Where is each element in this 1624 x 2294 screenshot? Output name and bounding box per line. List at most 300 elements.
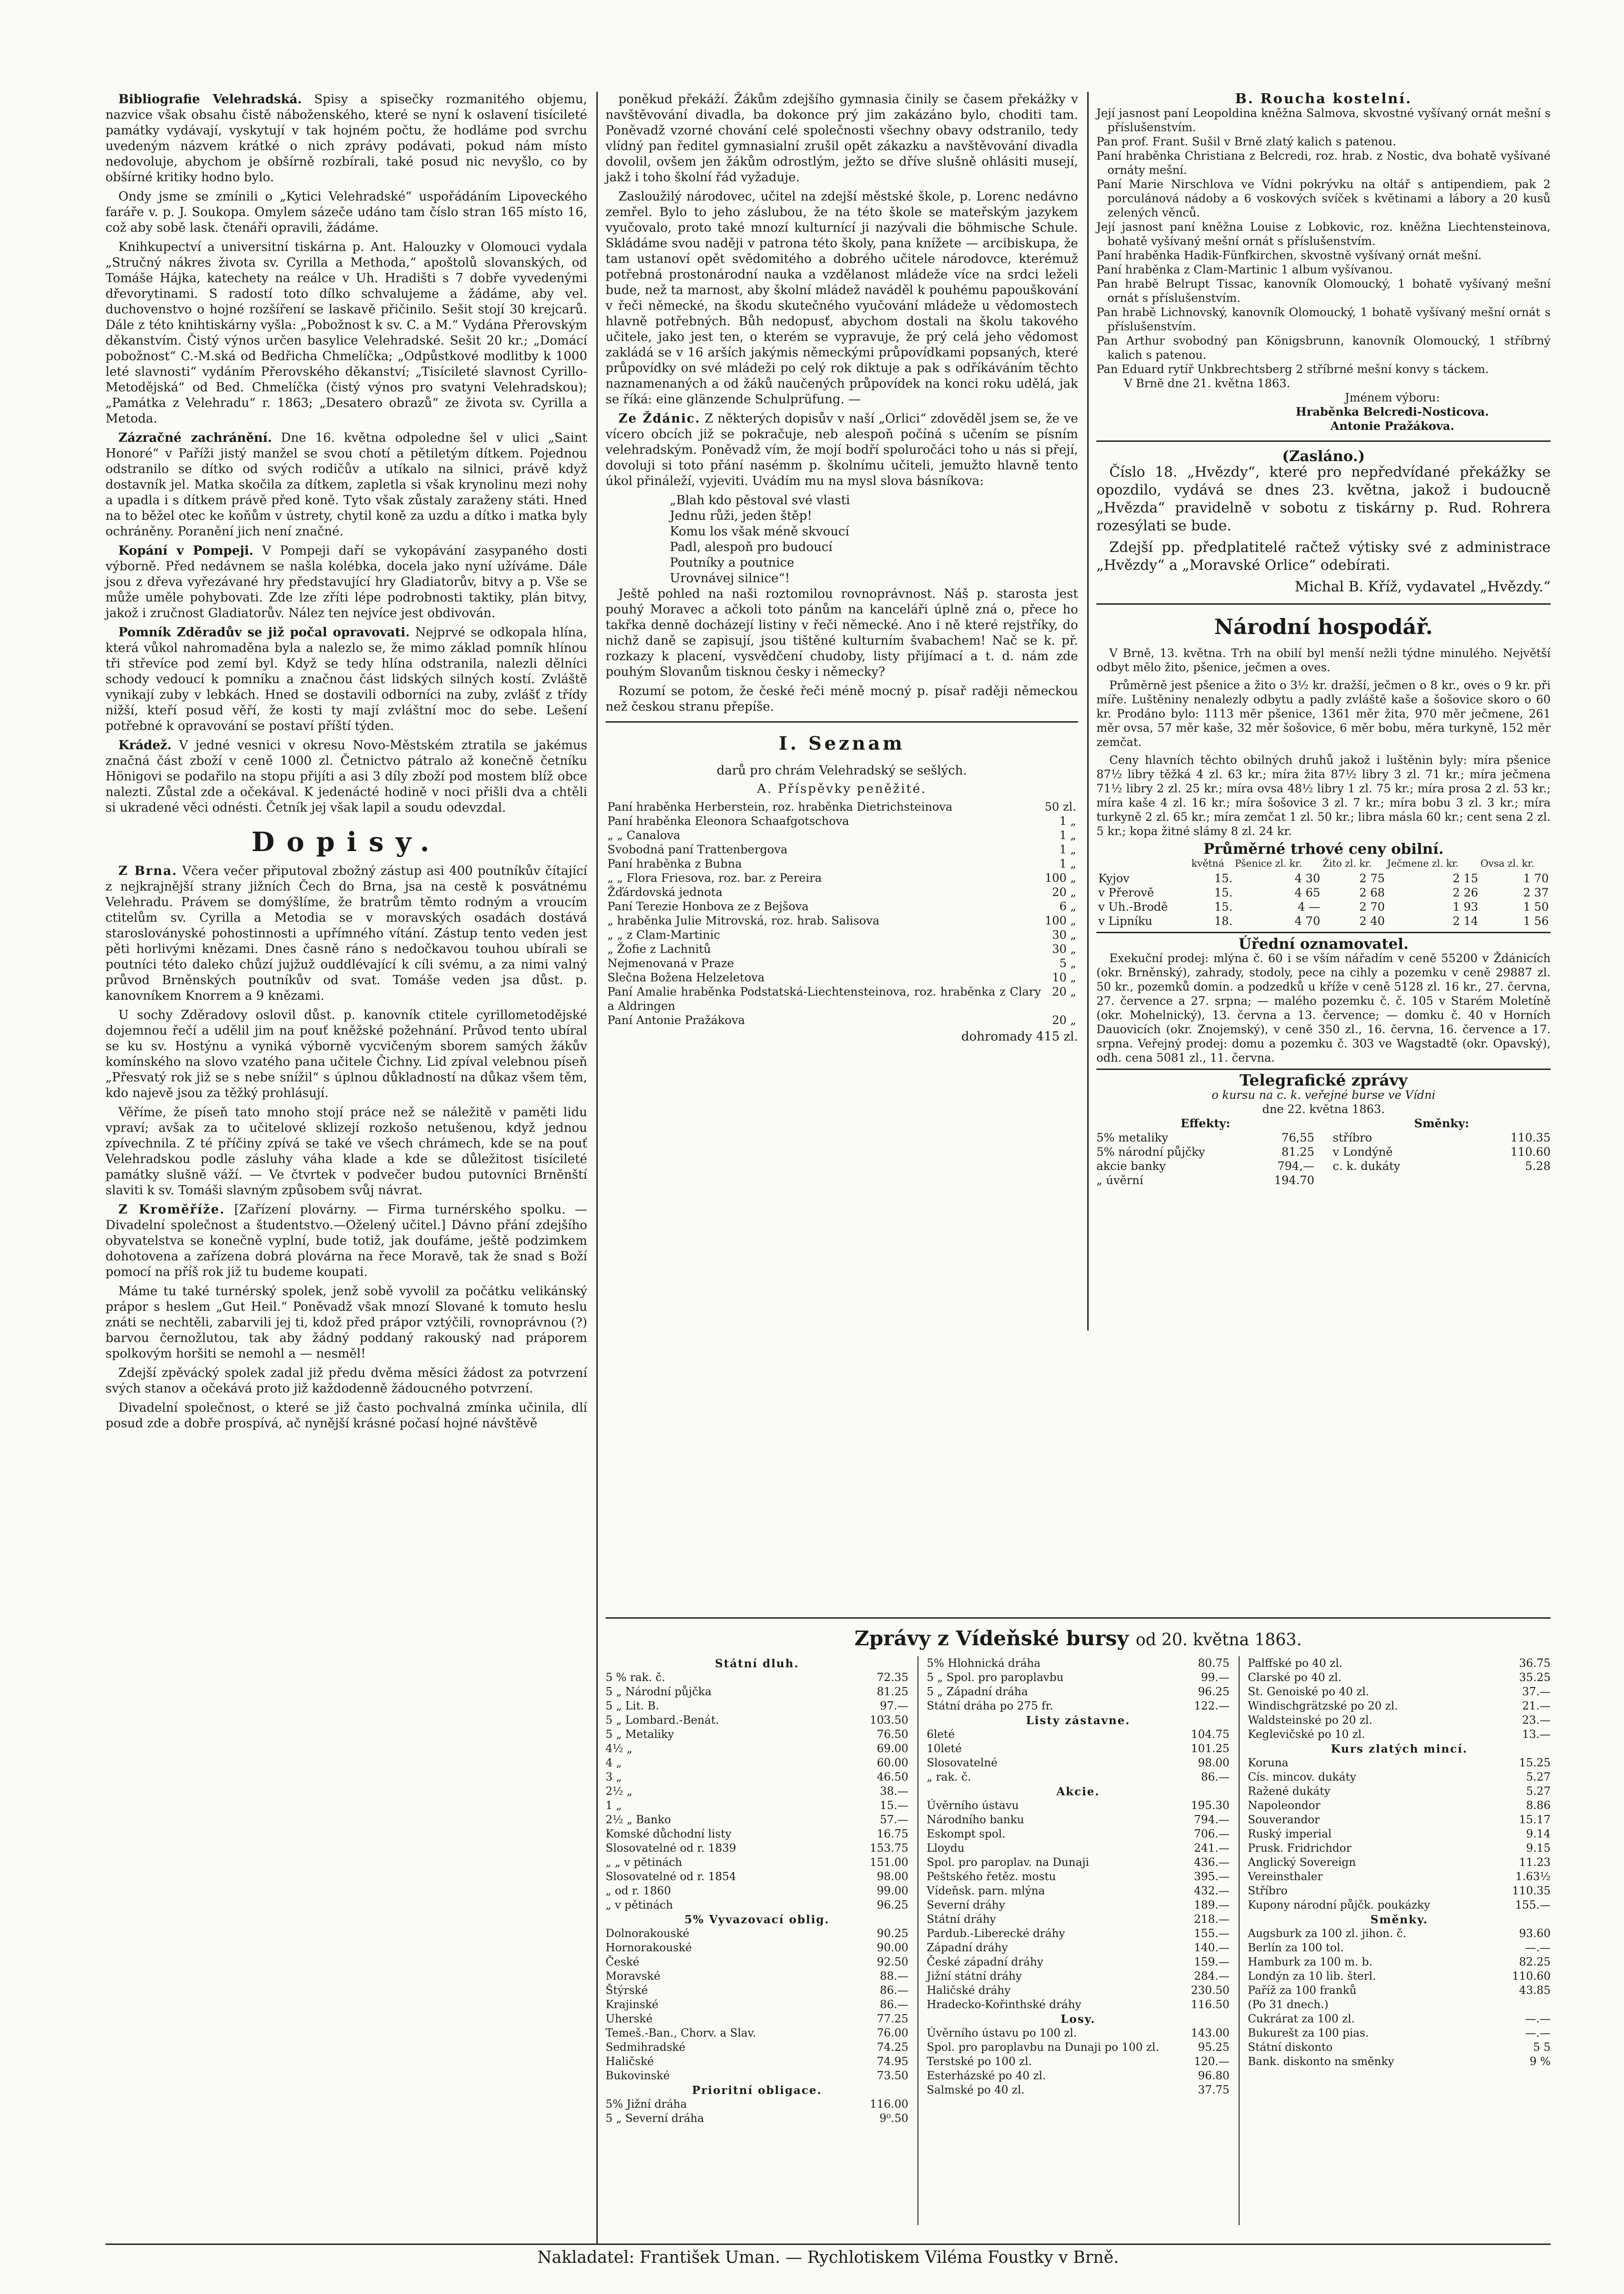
- bourse-row-value: 35.25: [1519, 1671, 1551, 1684]
- bourse-row-label: Souverandor: [1248, 1813, 1320, 1826]
- tel-effekt-value: 194.70: [1274, 1174, 1314, 1187]
- bourse-row-label: 5 „ Spol. pro paroplavbu: [927, 1671, 1064, 1684]
- bourse-row-label: 6leté: [927, 1728, 955, 1741]
- bourse-list-1b: [606, 1927, 908, 2083]
- tel-effekt-value: 76,55: [1281, 1131, 1314, 1144]
- bourse-row-label: Peštského řetěz. mostu: [927, 1870, 1056, 1883]
- bourse-row: [606, 1969, 908, 1983]
- bourse-row: [927, 1927, 1229, 1941]
- bourse-row-value: 86.—: [879, 1984, 908, 1997]
- church-date: V Brně dne 21. května 1863.: [1124, 377, 1290, 390]
- middle-p1: poněkud překáží. Žákům zdejšího gymnasia činily se časem překážky v navštěvování divadla, ba dokonce prý jim zakázáno bylo, choditi tam. Poněvadž vzorné chování celé společnosti všechny obavy odstranilo, tedy vlídný pan ředitel gymnasialní zrušil opět zákazku a navštěvování divadla dovolil, ovšem jen žákům odrostlým, ježto se dříve slušně ohlásiti musejí, jakž i toho školní řád vyžaduje.: [606, 92, 1078, 184]
- bourse-row-label: Temeš.-Ban., Chorv. a Slav.: [606, 2027, 756, 2039]
- bourse-row: [1248, 1955, 1551, 1969]
- donor-name: „ Žofie z Lachnitů: [607, 942, 711, 956]
- bourse-list-3a: [1248, 1756, 1551, 1912]
- price-cell: 18.: [1214, 914, 1233, 928]
- bourse-row: [606, 2097, 908, 2111]
- bourse-row-value: 38.—: [879, 1785, 908, 1798]
- bourse-row: [606, 1699, 908, 1713]
- right-rule-2: [1096, 603, 1551, 605]
- bourse-list-2: [927, 1656, 1229, 1713]
- bourse-row: [927, 2083, 1229, 2097]
- bourse-row-value: 96.25: [1198, 1685, 1229, 1698]
- donor-name: Svobodná paní Trattenbergova: [607, 843, 788, 856]
- bourse-row: [927, 1912, 1229, 1927]
- bourse-row-label: St. Genoiské po 40 zl.: [1248, 1685, 1369, 1698]
- kromeriz-place: Z Kroměříže.: [118, 1203, 225, 1217]
- news-item: [106, 92, 587, 185]
- bourse-row-value: 77.25: [877, 2012, 908, 2025]
- bourse-row: [606, 1770, 908, 1784]
- poem-line: Jednu růži, jeden štěp!: [670, 509, 812, 523]
- bourse-row-value: 96.80: [1198, 2069, 1229, 2082]
- bourse-row: [606, 1941, 908, 1955]
- bourse-row-label: 5 „ Lombard.-Benát.: [606, 1714, 719, 1726]
- bourse-row: [1248, 1670, 1551, 1685]
- tel-smenka-label: c. k. dukáty: [1333, 1159, 1401, 1173]
- price-cell: 1 56: [1523, 914, 1549, 928]
- right-rule-1: [1096, 440, 1551, 442]
- bourse-row: [927, 1685, 1229, 1699]
- bourse-row-value: 151.00: [870, 1856, 908, 1869]
- bourse-row-label: (Po 31 dnech.): [1248, 1998, 1329, 2011]
- church-board: Jménem výboru:: [1345, 391, 1440, 404]
- bourse-row-label: Londýn za 10 lib. šterl.: [1248, 1970, 1376, 1982]
- zaslano-sign: Michal B. Kříž, vydavatel „Hvězdy.“: [1295, 579, 1551, 595]
- donor-name: „ hraběnka Julie Mitrovská, roz. hrab. Salisova: [607, 914, 880, 927]
- bourse-listy: Listy zástavne.: [1026, 1714, 1130, 1727]
- bourse-row: [606, 1855, 908, 1870]
- bourse-row-label: Severní dráhy: [927, 1899, 1005, 1911]
- bourse-row-label: Národního banku: [927, 1813, 1024, 1826]
- bourse-row-value: 80.75: [1198, 1657, 1229, 1670]
- news-item-head: Kopání v Pompeji.: [118, 544, 254, 558]
- tel-effekt: [1096, 1173, 1314, 1187]
- bourse-row-label: 5 % rak. č.: [606, 1671, 665, 1684]
- bourse-row: [927, 1898, 1229, 1912]
- tel-smenka-value: 110.35: [1510, 1131, 1551, 1144]
- bourse-row-label: Slosovatelné: [927, 1756, 998, 1769]
- bourse-row: [606, 2040, 908, 2055]
- bourse-row: [927, 1727, 1229, 1742]
- tel-effekt-label: „ úvěrní: [1096, 1174, 1143, 1187]
- news-item-text: V jedné vesnici v okresu Novo-Městském ztratila se jakémus značná část zboží v ceně 1000 zl. Četnictvo pátralo až konečně četníku Hönigovi se podařilo na stopu přijíti a asi 3 díly zboží pod mostem blíž obce nalezti. Zůstal zde a očekával. K jedenácté hodině v noci přišli dva a chtěli si ukradené věci odnésti. Četník jej však lapil a soudu odevzdal.: [106, 738, 587, 815]
- bourse-row: [1248, 1713, 1551, 1727]
- bourse-row-value: 230.50: [1191, 1984, 1229, 1997]
- prices-col-head: Žito zl. kr.: [1322, 858, 1372, 869]
- bourse-row-value: 104.75: [1191, 1728, 1229, 1741]
- church-list: [1096, 106, 1551, 376]
- donation-amount: 30 „: [1052, 928, 1076, 941]
- donor-name: Paní hraběnka Eleonora Schaafgotschova: [607, 814, 849, 828]
- bourse-row-label: Hamburk za 100 m. b.: [1248, 1955, 1373, 1968]
- price-cell: 2 37: [1523, 886, 1549, 899]
- bourse-row-value: —.—: [1525, 1941, 1551, 1954]
- bourse-row-value: 284.—: [1194, 1970, 1229, 1982]
- bourse-row-value: 37.75: [1198, 2083, 1229, 2096]
- bourse-row-label: Prusk. Fridrichdor: [1248, 1842, 1351, 1854]
- bourse-row-value: —.—: [1525, 2027, 1551, 2039]
- bourse-row: [1248, 1770, 1551, 1784]
- news-item-text: Nejprvé se odkopala hlína, která vůkol nahromaděna byla a nalezlo se, že mimo základ pomník hlínou tři střevíce pod zemí byl. Když se tedy hlína odstranila, nalezli dělníci schody vedoucí k pomníku a značnou část lidských silných kostí. Zvláště vynikají zuby v lebkách. Hned se dostavili odborníci na zuby, zvlášť z třídy nižší, kteří posud věří, že kosti ty mají zvláštní moc do sebe. Lešení potřebné k opravování se postaví příští týden.: [106, 625, 587, 733]
- bourse-statni-dluh: Státní dluh.: [715, 1657, 799, 1670]
- bourse-row-value: 395.—: [1194, 1870, 1229, 1883]
- price-cell: 2 68: [1359, 886, 1385, 899]
- hosp-p3: Ceny hlavních těchto obilných druhů jakož i luštěnin byly: míra pšenice 87½ libry těžká 4 zl. 63 kr.; míra žita 87½ libry 3 zl. 71 kr.; míra ječmena 71½ libry 2 zl. 25 kr.; míra ovsa 48½ libry 1 zl. 75 kr.; míra prosa 2 zl. 53 kr.; míra kaše 4 zl. 16 kr.; míra šošovice 3 zl. 7 kr.; míra bobu 3 zl. 3 kr.; míra turkyně 2 zl. 65 kr.; míra zemčat 1 zl. 50 kr.; libra másla 60 kr.; cent sena 2 zl. 5 kr.; kopa žitné slámy 8 zl. 24 kr.: [1096, 753, 1551, 838]
- bourse-row-value: 15.—: [879, 1799, 908, 1812]
- bourse-row: [927, 1756, 1229, 1770]
- church-gift: Paní hraběnka z Clam-Martinic 1 album vyšívanou.: [1096, 263, 1393, 276]
- tel-left-head: Effekty:: [1180, 1117, 1230, 1130]
- donation-amount: 20 „: [1052, 885, 1076, 899]
- news-item-head: Pomník Zděradův se již počal opravovati.: [118, 625, 410, 640]
- bourse-row-value: 122.—: [1194, 1699, 1229, 1712]
- bourse-row: [606, 1727, 908, 1742]
- price-cell: 2 26: [1452, 886, 1479, 899]
- donor-name: „ „ Flora Friesova, roz. bar. z Pereira: [607, 871, 822, 885]
- bourse-row-label: Keglevičské po 10 zl.: [1248, 1728, 1365, 1741]
- donation-amount: 5 „: [1059, 957, 1076, 970]
- bourse-row-label: Štýrské: [606, 1984, 648, 1997]
- bourse-row-value: 103.50: [870, 1714, 908, 1726]
- bourse-row: [606, 1955, 908, 1969]
- church-gift: Paní hraběnka Hadik-Fünfkirchen, skvostně vyšívaný ornát mešní.: [1096, 249, 1482, 262]
- donation-amount: 1 „: [1059, 829, 1076, 842]
- bourse-row: [1248, 1870, 1551, 1884]
- bourse-row-value: 57.—: [879, 1813, 908, 1826]
- bourse-row-value: 110.60: [1512, 1970, 1551, 1982]
- bourse-row-value: 218.—: [1194, 1913, 1229, 1926]
- news-item: [106, 239, 587, 427]
- donation-amount: 20 „: [1052, 985, 1076, 998]
- bourse-row-value: 15.25: [1519, 1756, 1551, 1769]
- bourse-row-value: 706.—: [1194, 1827, 1229, 1840]
- bourse-row-value: 90.00: [877, 1941, 908, 1954]
- bourse-row-label: 4½ „: [606, 1742, 633, 1755]
- middle-rule: [606, 721, 1078, 723]
- tel-title: Telegrafické zprávy: [1239, 1071, 1408, 1090]
- bourse-row-value: 82.25: [1519, 1955, 1551, 1968]
- bourse-row-value: 432.—: [1194, 1884, 1229, 1897]
- price-row: [1096, 900, 1551, 914]
- bourse-row: [927, 2040, 1229, 2055]
- bourse-row-value: 76.00: [877, 2027, 908, 2039]
- right-rule-3: [1096, 932, 1551, 933]
- bourse-row-value: 101.25: [1191, 1742, 1229, 1755]
- tel-effekt-label: akcie banky: [1096, 1159, 1166, 1173]
- donation-row: [606, 899, 1078, 913]
- bourse-row: [606, 2111, 908, 2126]
- news-item-head: Bibliografie Velehradská.: [118, 92, 302, 106]
- bourse-row-label: Úvěrního ústavu po 100 zl.: [927, 2027, 1077, 2039]
- prices-title: Průměrné trhové ceny obilní.: [1203, 840, 1444, 857]
- column-rule-2: [1087, 92, 1089, 1331]
- donations-table: [606, 800, 1078, 1027]
- tel-effekt: [1096, 1159, 1314, 1173]
- tel-subtitle: o kursu na c. k. veřejné burse ve Vídni: [1212, 1088, 1435, 1102]
- bourse-row-label: „ rak. č.: [927, 1771, 971, 1783]
- bourse-akcie: Akcie.: [1056, 1785, 1100, 1798]
- brno-place: Z Brna.: [118, 864, 178, 878]
- bourse-row: [927, 1983, 1229, 1998]
- bourse-row: [1248, 1756, 1551, 1770]
- bourse-row-value: 60.00: [877, 1756, 908, 1769]
- donation-amount: 1 „: [1059, 843, 1076, 856]
- zaslano-p1: Číslo 18. „Hvězdy“, které pro nepředvídané překážky se opozdilo, vydává se dnes 23. května, jakož i budoucně „Hvězda“ pravidelně v sobotu z tiskárny p. Rud. Rohrera rozesýlati se bude.: [1096, 464, 1551, 534]
- bourse-row-label: Waldsteinské po 20 zl.: [1248, 1714, 1373, 1726]
- bourse-row-value: 155.—: [1515, 1899, 1551, 1911]
- poem-line: Urovnávej silnice“!: [670, 571, 790, 585]
- hosp-p1: V Brně, 13. května. Trh na obilí byl menší nežli týdne minulého. Největší odbyt mělo žito, pšenice, ječmen a oves.: [1096, 646, 1551, 674]
- bourse-row-label: Jižní státní dráhy: [927, 1970, 1022, 1982]
- bourse-row-value: 92.50: [877, 1955, 908, 1968]
- bourse-row-value: 46.50: [877, 1771, 908, 1783]
- price-cell: 4 65: [1295, 886, 1320, 899]
- bourse-row-label: Dolnorakouské: [606, 1927, 690, 1940]
- bourse-row-label: 5% Jižní dráha: [606, 2098, 687, 2110]
- bourse-row-label: Státní dráhy: [927, 1913, 996, 1926]
- donor-name: „ „ Canalova: [607, 829, 680, 842]
- bourse-row-value: 140.—: [1194, 1941, 1229, 1954]
- bourse-row-label: Terstské po 100 zl.: [927, 2055, 1032, 2068]
- prices-table: [1096, 856, 1551, 928]
- bourse-row-label: Berlín za 100 tol.: [1248, 1941, 1344, 1954]
- news-item: [106, 189, 587, 236]
- bourse-row-value: 13.—: [1522, 1728, 1551, 1741]
- hosp-p2: Průměrně jest pšenice a žito o 3½ kr. dražší, ječmen o 8 kr., oves o 9 kr. při míře. Luštěniny nenalezly odbytu a padly zvláště kaše a šošovice skoro o 60 kr. Prodáno bylo: 1113 měr pšenice, 1361 měr žita, 970 měr ječmene, 261 měr ovsa, 57 měr kaše, 32 měr šošovice, 6 měr bobu, měra turkyně, 152 měr zemčat.: [1096, 679, 1551, 749]
- bourse-row: [927, 1941, 1229, 1955]
- newspaper-page: [106, 91, 1551, 2267]
- bourse-row-value: 5 5: [1533, 2041, 1551, 2054]
- church-gift: Pan prof. Frant. Sušil v Brně zlatý kalich s patenou.: [1096, 135, 1396, 148]
- donation-row: [606, 885, 1078, 899]
- bourse-list-1: [606, 1670, 908, 1912]
- zaslano-title: (Zasláno.): [1282, 447, 1365, 465]
- tel-smenka-value: 110.60: [1510, 1145, 1551, 1158]
- bourse-row: [606, 2055, 908, 2069]
- donation-row: [606, 970, 1078, 985]
- price-cell: 2 75: [1359, 872, 1385, 885]
- brno-p1: Včera večer připutoval zbožný zástup asi 400 poutníkův čítající z nejkrajnější strany jižních Čech do Brna, jsa na cestě k posvátnému Velehradu. Právem se domýšlíme, že bratrům těmto rodným a vroucím ctitelům sv. Cyrilla a Metodia se v moravských osadách dostává starosloványské pohostinnosti a upřímného vítání. Zástup tento veden jest pěti horlivými knězami. Dnes časně ráno s nedočkavou touhou ubírali se poutníci této daleko chůzí jujžuž ouddlévající k cíli svému, a za nimi valný průvod Brněnských poutníkův od svat. Tomáše veden jsa důst. p. kanovníkem Knorrem a 9 knězami.: [106, 864, 587, 1003]
- price-cell: 1 70: [1523, 872, 1549, 885]
- donation-row: [606, 842, 1078, 857]
- bourse-row-label: Úvěrního ústavu: [927, 1799, 1019, 1812]
- brno-p3: Věříme, že píseň tato mnoho stojí práce než se náležitě v paměti lidu vpraví; avšak za to učitelové sklizejí rozkošo netušenou, když jednou zpívechnila. Z té příčiny zpívá se také ve všech chrámech, kde se na pouť Velehradskou podle zásluhy váha klade a kde se důležitost tisícileté památky slušně váží. — Ve čtvrtek v podvečer budou putovníci Brněnští slaviti k sv. Tomáši slavným způsobem svůj návrat.: [106, 1105, 587, 1197]
- price-cell: 2 15: [1452, 872, 1479, 885]
- bourse-row-label: Slosovatelné od r. 1854: [606, 1870, 736, 1883]
- news-item-head: Zázračné zachránění.: [118, 431, 272, 445]
- bourse-row: [606, 1827, 908, 1841]
- bourse-row-value: —.—: [1525, 2012, 1551, 2025]
- donation-amount: 1 „: [1059, 857, 1076, 870]
- bourse-row-label: Bukovinské: [606, 2069, 670, 2082]
- bourse-row: [927, 1798, 1229, 1813]
- bourse-row: [927, 1998, 1229, 2012]
- donor-name: „ „ z Clam-Martinic: [607, 928, 720, 941]
- news-item-head: Krádež.: [118, 738, 172, 752]
- bourse-row: [1248, 1855, 1551, 1870]
- church-gift: Její jasnost paní kněžna Louise z Lobkovic, roz. kněžna Liechtensteinova, bohatě vyšívaný mešní ornát s příslušenstvím.: [1096, 220, 1551, 248]
- news-item-text: Knihkupectví a universitní tiskárna p. Ant. Halouzky v Olomouci vydala „Stručný nákres života sv. Cyrilla a Methoda,“ apoštolů slovanských, od Tomáše Hájka, katechety na reálce v Uh. Hradišti s 7 dobře vyvedenými dřevorytinami. S radostí toto dílko schvalujeme a žádáme, aby vel. duchovenstvo o hojné rozšíření se laskavě přičinilo. Sešit stojí 30 krejcarů. Dále z této knihtiskárny vyšla: „Pobožnost k sv. C. a M.“ Vydána Přerovským děkanstvím. Čistý výnos určen basylice Velehradské. Sešit 20 kr.; „Domácí pobožnost“ C.-M.ská od Bedřicha Chmelíčka; „Odpůstkové modlitby k 1000 leté slavnosti“ vydáním Přerovského děkanství; „Tisícileté slavnost Cyrillo-Metodějská“ od Bed. Chmelíčka (čistý výnos pro svatyni Velehradskou); „Památka z Velehradu“ r. 1863; „Desatero obrazů“ ze života sv. Cyrilla a Metoda.: [106, 240, 587, 426]
- poem-line: Komu los však méně skvoucí: [670, 524, 850, 539]
- bourse-row-label: Napoleondor: [1248, 1799, 1321, 1812]
- hosp-title: Národní hospodář.: [1214, 614, 1433, 639]
- bourse-row: [927, 2026, 1229, 2040]
- poem-line: Padl, alespoň pro budoucí: [670, 540, 833, 554]
- bourse-row-value: 11.23: [1519, 1856, 1551, 1869]
- zaslano-p2: Zdejší pp. předplatitelé račtež výtisky své z administrace „Hvězdy“ a „Moravské Orlice“ odebírati.: [1096, 539, 1551, 574]
- bourse-row: [927, 1699, 1229, 1713]
- bourse-row-label: Palffské po 40 zl.: [1248, 1657, 1343, 1670]
- bourse-row-label: Haličské: [606, 2055, 654, 2068]
- donation-amount: 50 zl.: [1045, 800, 1076, 813]
- bourse-row-value: 153.75: [870, 1842, 908, 1854]
- donation-row: [606, 1013, 1078, 1027]
- bourse-row-label: Haličské dráhy: [927, 1984, 1011, 1997]
- bourse-row-label: Eskompt spol.: [927, 1827, 1006, 1840]
- bourse-list-1c: [606, 2097, 908, 2126]
- bourse-row-value: 9 %: [1529, 2055, 1551, 2068]
- bourse-row: [606, 2026, 908, 2040]
- bourse-row-value: 76.50: [877, 1728, 908, 1741]
- price-cell: 15.: [1214, 886, 1233, 899]
- tel-effekt-label: 5% národní půjčky: [1096, 1145, 1205, 1158]
- bourse-row-label: Pardub.-Liberecké dráhy: [927, 1927, 1065, 1940]
- bourse-row-value: 93.60: [1519, 1927, 1551, 1940]
- prices-col-head: [1096, 856, 1191, 871]
- tel-effekt: [1096, 1145, 1314, 1159]
- bourse-row: [606, 1998, 908, 2012]
- uredni-title: Úřední oznamovatel.: [1238, 935, 1409, 952]
- bourse-row: [606, 1713, 908, 1727]
- bourse-row-value: 74.25: [877, 2041, 908, 2054]
- zdanic-p3: Rozumí se potom, že české řeči méně mocný p. písař raději německou než českou stranu přepíše.: [606, 684, 1078, 714]
- bourse-row: [1248, 1998, 1551, 2012]
- bourse-row-label: 2½ „: [606, 1785, 633, 1798]
- bourse-row-label: České západní dráhy: [927, 1955, 1044, 1968]
- bourse-row: [1248, 2055, 1551, 2069]
- bourse-row-label: „ v pětinách: [606, 1899, 673, 1911]
- kromeriz-p3: Zdejší zpěvácký spolek zadal již předu dvěma měsíci žádost za potvrzení svých stanov a očekává proto již každodenně žádoucného potvrzení.: [106, 1366, 587, 1396]
- bourse-row: [927, 1827, 1229, 1841]
- left-news-items: [106, 92, 587, 816]
- church-gift: Paní Marie Nirschlova ve Vídni pokrývku na oltář s antipendiem, pak 2 porculánová nádoby a 6 voskových svíček s květinami a lábory a 20 kusů zelených věnců.: [1096, 178, 1551, 219]
- tel-effekt: [1096, 1130, 1314, 1145]
- bourse-row-value: 74.95: [877, 2055, 908, 2068]
- bourse-row-value: 37.—: [1522, 1685, 1551, 1698]
- church-gift: Pan hrabě Belrupt Tissac, kanovník Olomoucký, 1 bohatě vyšívaný mešní ornát s příslušenstvím.: [1096, 277, 1551, 305]
- bourse-row-value: 9.15: [1526, 1842, 1551, 1854]
- bourse-row-value: 86.—: [1201, 1771, 1229, 1783]
- bourse-row: [1248, 1983, 1551, 1998]
- uredni-text: Exekuční prodej: mlýna č. 60 i se vším nářadím v ceně 55200 v Ždánicích (okr. Brněnský), zahrady, stodoly, pece na cihly a pozemku v ceně 29887 zl. 50 kr., pozemků domin. a podzedků u kříže v ceně 5128 zl. 16 kr., 27. června, 27. července a 27. srpna; — malého pozemku č. č. 105 v Starém Moletíně (okr. Mohelnický), 13. června a 13. července; — domku č. 40 v Horních Dauovicích (okr. Znojemský), v ceně 350 zl., 16. června, 16. července a 17. srpna. Veřejný prodej: domu a pozemku č. 303 ve Wagstadtě (okr. Opavský), odh. cena 5081 zl., 11. června.: [1096, 952, 1551, 1064]
- bourse-row: [1248, 1798, 1551, 1813]
- donation-row: [606, 871, 1078, 885]
- bourse-row: [1248, 1841, 1551, 1855]
- bourse-row-label: Bukurešt za 100 pias.: [1248, 2027, 1369, 2039]
- bourse-row-label: Moravské: [606, 1970, 661, 1982]
- church-sign-1: Hraběnka Belcredi-Nosticova.: [1296, 405, 1489, 418]
- donation-amount: 1 „: [1059, 814, 1076, 828]
- bourse-row-label: Státní diskonto: [1248, 2041, 1333, 2054]
- bourse-row-label: Ražené dukáty: [1248, 1785, 1330, 1798]
- poem-line: „Blah kdo pěstoval své vlasti: [670, 493, 850, 507]
- donation-amount: 10 „: [1052, 971, 1076, 984]
- bourse-list-2c: [927, 2026, 1229, 2097]
- news-item-text: Spisy a spisečky rozmanitého objemu, nazvice však obsahu čistě náboženského, které se nyní k oslavení tisícileté památky vydávají, vyskytují v tak hojném počtu, že hodláme pod svrchu uvedeným názvem krátké o nich zprávy podávati, pokud nám místo nedovoluje, abychom je obšírně rozbírali, také posud nic nevyšlo, co by obšírné kritiky hodno bylo.: [106, 92, 587, 184]
- bourse-mince: Kurs zlatých mincí.: [1330, 1742, 1468, 1755]
- bourse-row: [1248, 1656, 1551, 1670]
- bourse-losy: Losy.: [1061, 2012, 1096, 2026]
- donation-row: [606, 956, 1078, 970]
- bourse-rule-top: [606, 1617, 1551, 1619]
- price-cell: 1 50: [1523, 900, 1549, 913]
- left-column: [106, 92, 587, 1435]
- bourse-row-value: 95.25: [1198, 2041, 1229, 2054]
- bourse-row: [1248, 2040, 1551, 2055]
- donor-name: Paní Terezie Honbova ze z Bejšova: [607, 900, 809, 913]
- bourse-row-label: Clarské po 40 zl.: [1248, 1671, 1342, 1684]
- donor-name: Slečna Božena Helzeletova: [607, 971, 765, 984]
- bourse-row-value: 98.00: [1198, 1756, 1229, 1769]
- donation-row: [606, 913, 1078, 928]
- bourse-row: [606, 1784, 908, 1798]
- bourse-list-2a: [927, 1727, 1229, 1784]
- bourse-row-label: 5 „ Severní dráha: [606, 2112, 704, 2125]
- price-cell: 15.: [1214, 900, 1233, 913]
- bourse-row: [927, 1670, 1229, 1685]
- bourse-row: [606, 1841, 908, 1855]
- right-column: [1096, 92, 1551, 1187]
- market-name: v Přerově: [1098, 886, 1154, 899]
- bourse-smenky: Směnky.: [1370, 1913, 1428, 1926]
- bourse-row: [1248, 1699, 1551, 1713]
- donor-name: Paní Amalie hraběnka Podstatská-Liechtensteinova, roz. hraběnka z Clary a Aldringen: [607, 985, 1041, 1013]
- bourse-row-label: 2½ „ Banko: [606, 1813, 671, 1826]
- bourse-row: [606, 1742, 908, 1756]
- bourse-row-label: České: [606, 1955, 640, 1968]
- bourse-row-label: „ od r. 1860: [606, 1884, 671, 1897]
- donor-name: Paní hraběnka Herberstein, roz. hraběnka Dietrichsteinova: [607, 800, 953, 813]
- price-cell: 4 70: [1295, 914, 1320, 928]
- bourse-row-label: 3 „: [606, 1771, 622, 1783]
- bourse-vyvaz: 5% Vyvazovací oblig.: [684, 1913, 830, 1926]
- donation-amount: 30 „: [1052, 942, 1076, 956]
- tel-effekt-value: 81.25: [1281, 1145, 1314, 1158]
- price-row: [1096, 914, 1551, 928]
- footer-rule: [106, 2244, 1551, 2245]
- bourse-row-value: 98.00: [877, 1870, 908, 1883]
- bourse-row-value: 86.—: [879, 1998, 908, 2011]
- bourse-row-label: Ruský imperial: [1248, 1827, 1332, 1840]
- news-item-text: Dne 16. května odpoledne šel v ulici „Saint Honoré“ v Paříži jistý manžel se svou chotí a pětiletým dítkem. Pojednou odstranilo se dítko od svých rodičův a utíkalo na silnici, právě když dostavník jel. Matka skočila za dítkem, zapletla si však krynolinu mezi nohy a upadla i s dítkem právě před koně. Tyto však zůstaly zaraženy státi. Hned na to běžel otec ke koňům v ústrety, chytil koně za uzdu a dítko i matka byly ochráněny. Poranění jich není značné.: [106, 431, 587, 539]
- bourse-row-label: Sedmihradské: [606, 2041, 686, 2054]
- bourse-row-label: Stříbro: [1248, 1884, 1288, 1897]
- zdanic-p1: Z některých dopisův v naší „Orlici“ zdověděl jsem se, že ve vícero obcích již se pokračuje, neb alespoň počíná s učením se písním velehradským. Poněvadž vím, že mojí bodří spoluročáci toho u nás si přejí, dovoluji si toto přání nasémm p. školnímu učiteli, jemužto hlavně tento úkol přináleží, vyjeviti. Uvádím mu na mysl slova básníkova:: [606, 412, 1078, 488]
- middle-p2: Zasloužilý národovec, učitel na zdejší městské škole, p. Lorenc nedávno zemřel. Bylo to jeho záslubou, že na této škole se mateřským jazykem vyučovalo, proto také mnozí kulturnící ji nazývali die böhmische Schule. Skládáme svou naději v patrona této školy, pana knížete — arcibiskupa, že tam ustanoví opět svědomitého a dobrého učitele národovce, kterémuž potřebná prostonárodní nauka a vzdělanost mládeže více na srdci leželi bude, než ta marnost, aby školní mládež naváděl k pouhému papouškování v řeči německé, na škodu skutečného vyučování mládeže u vědomostech hlavně potřebných. Bůh nedopusť, abychom dostali na školu takového učitele, jako jest ten, o kterém se vypravuje, že prý celá jeho vědomost zakládá se v 16 arších jakýmis německými průpovídkami popsaných, které průpovídky on své mládeži po celý rok diktuje a pak s odříkáváním těchto naznamenaných a od žáků naučených průpovídek na konci roku udělá, jak se říká: eine glänzende Schulprüfung. —: [606, 189, 1078, 406]
- donation-row: [606, 800, 1078, 814]
- bourse-row: [606, 1983, 908, 1998]
- bourse-row: [927, 1841, 1229, 1855]
- price-row: [1096, 885, 1551, 900]
- donation-row: [606, 942, 1078, 956]
- brno-letter: [106, 863, 587, 1004]
- bourse-row-value: 99.00: [877, 1884, 908, 1897]
- tel-smenka: [1333, 1159, 1551, 1173]
- news-item: [106, 738, 587, 816]
- bourse-row-value: 155.—: [1194, 1927, 1229, 1940]
